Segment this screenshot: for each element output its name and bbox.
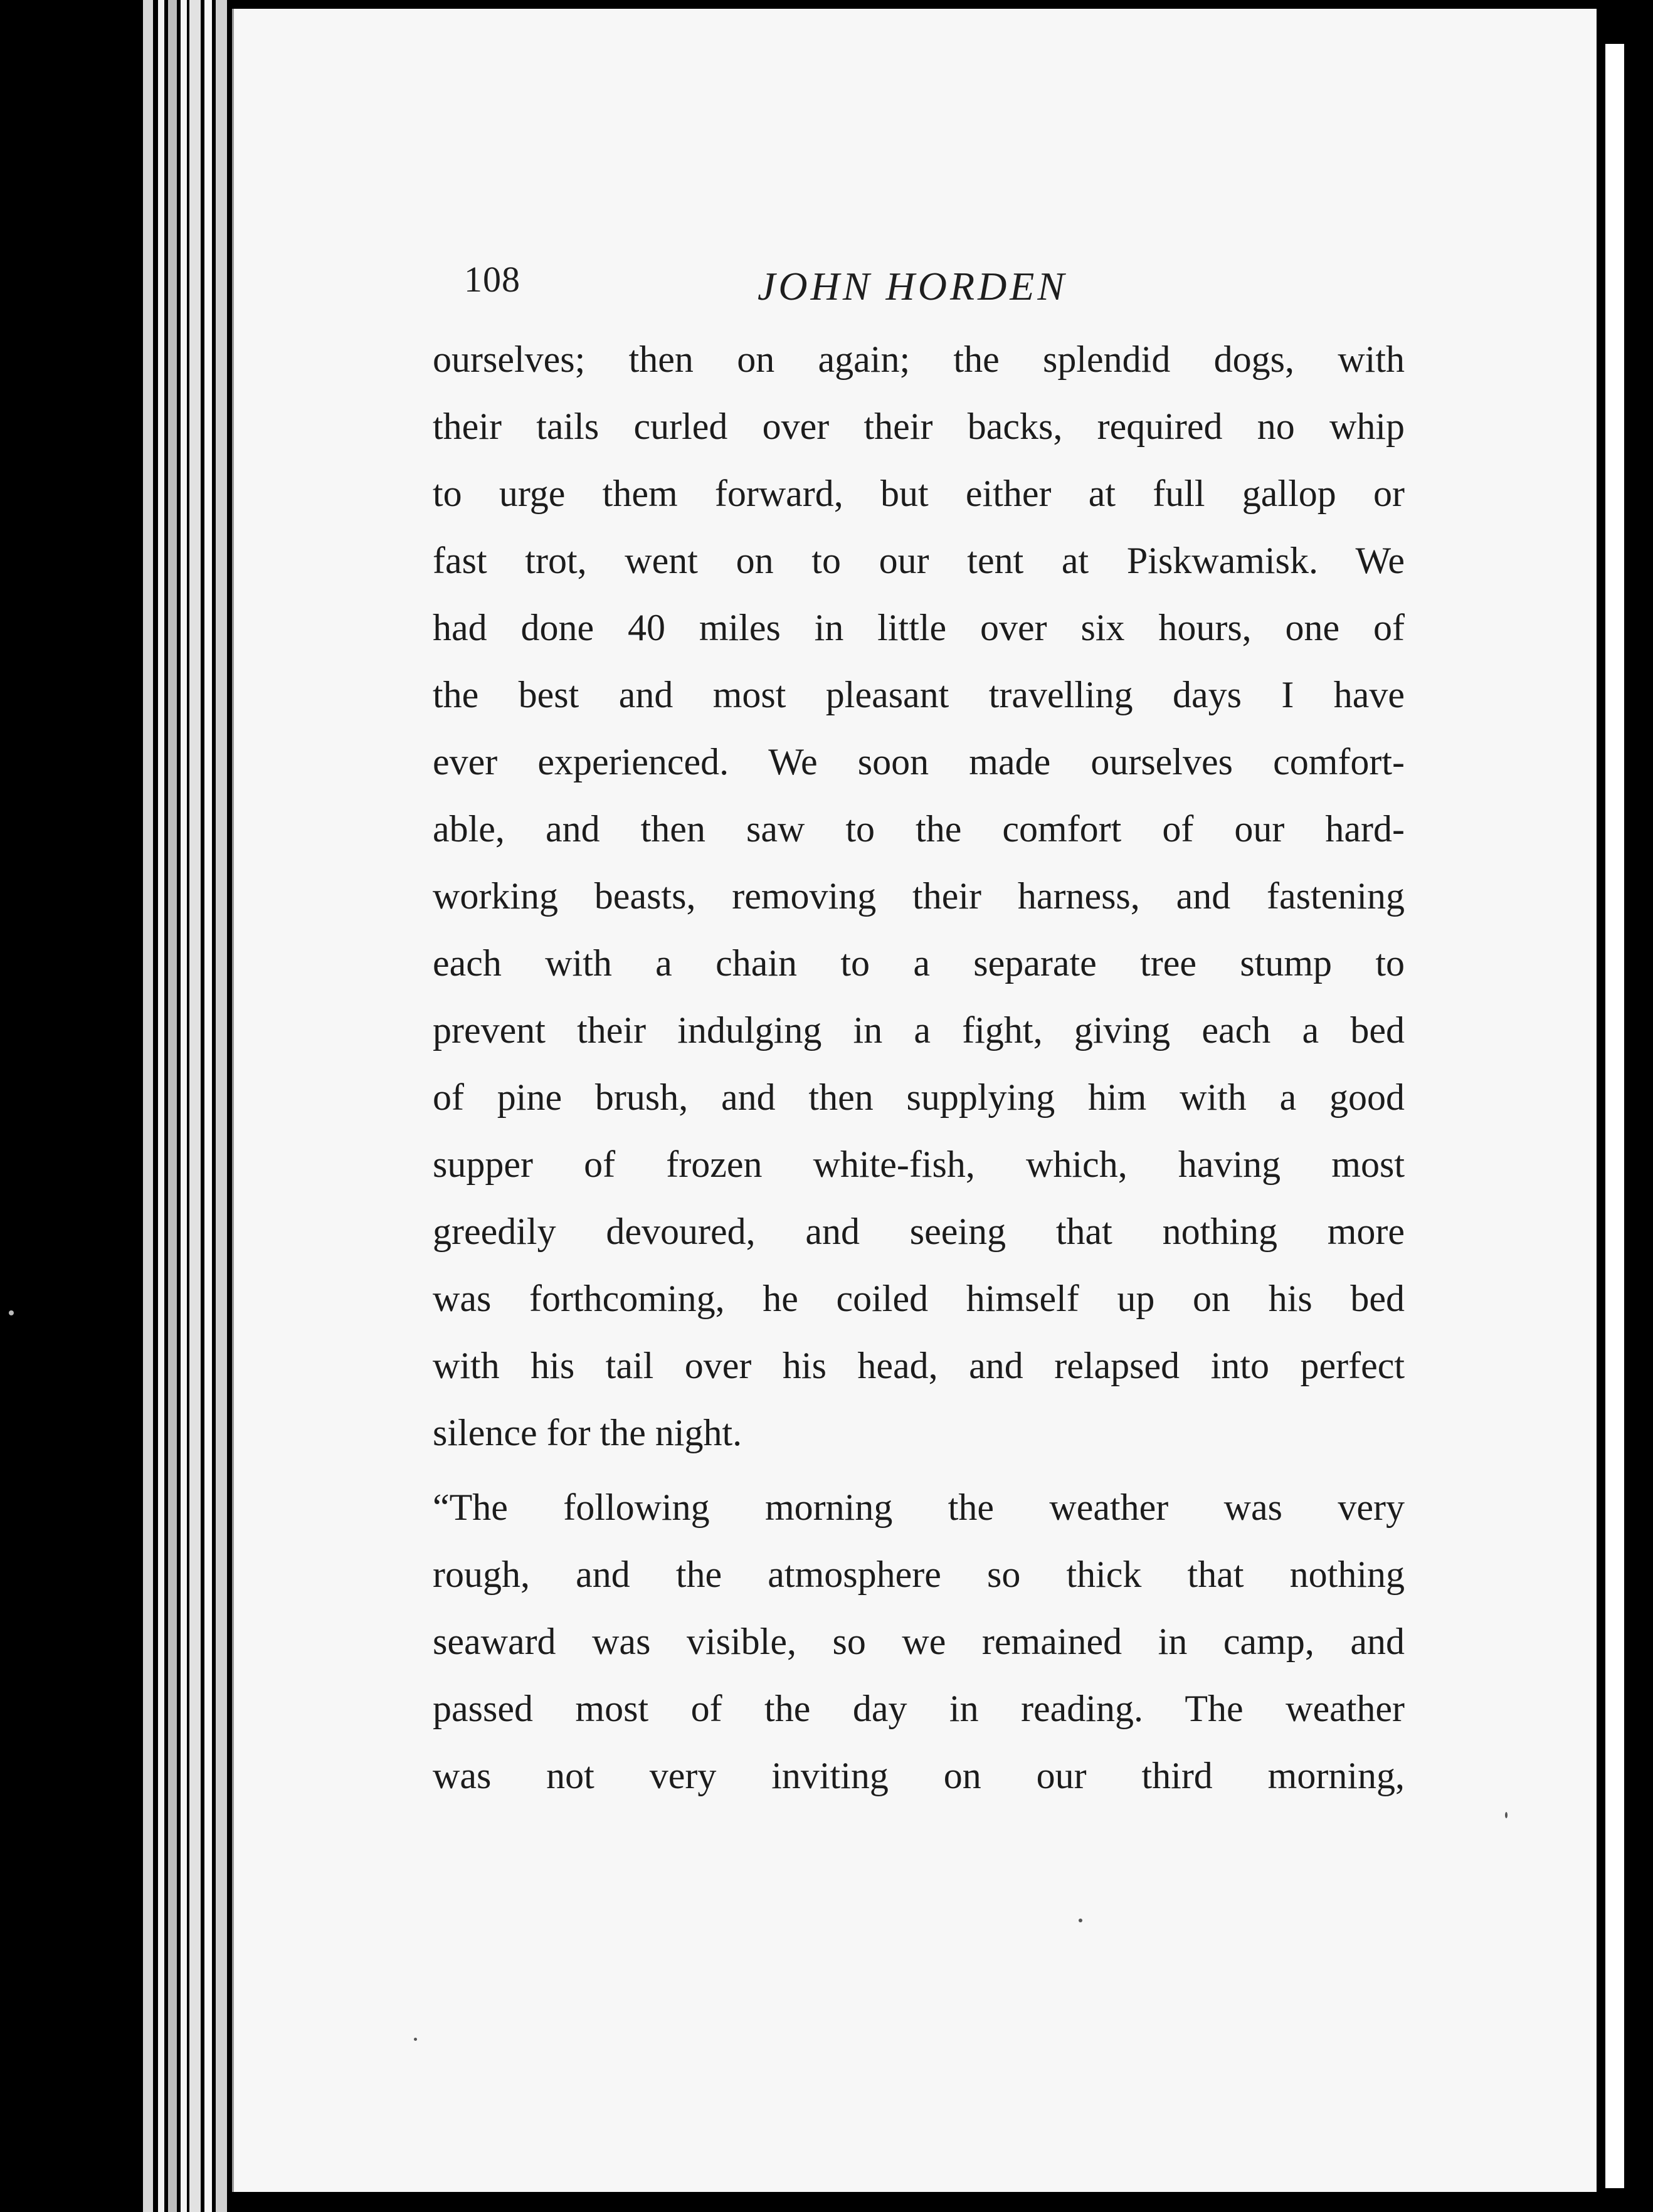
page-edge <box>204 0 212 2212</box>
page-edge <box>158 0 164 2212</box>
paragraph-2 <box>433 1474 1405 1809</box>
page-edge <box>143 0 153 2212</box>
page-edge <box>181 0 187 2212</box>
page-number: 108 <box>464 259 520 300</box>
scan-speck <box>1505 1812 1508 1818</box>
text-line: fast trot, went on to our tent at Piskwamisk. We <box>433 540 1405 581</box>
text-line: “The following morning the weather was very <box>433 1487 1405 1528</box>
text-line: working beasts, removing their harness, and fastening <box>433 875 1405 917</box>
text-line: had done 40 miles in little over six hours, one of <box>433 607 1405 648</box>
text-line: of pine brush, and then supplying him with a good <box>433 1077 1405 1118</box>
page-edge <box>189 0 201 2212</box>
text-line: supper of frozen white-fish, which, having most <box>433 1144 1405 1185</box>
text-line: the best and most pleasant travelling days I have <box>433 674 1405 715</box>
scan-speck <box>9 1310 14 1315</box>
text-line: rough, and the atmosphere so thick that nothing <box>433 1554 1405 1595</box>
text-line: prevent their indulging in a fight, giving each a bed <box>433 1009 1405 1051</box>
book-title: JOHN HORDEN <box>758 264 1068 308</box>
text-line: seaward was visible, so we remained in camp, and <box>433 1621 1405 1662</box>
text-line: was forthcoming, he coiled himself up on his bed <box>433 1278 1405 1319</box>
text-line: greedily devoured, and seeing that nothing more <box>433 1211 1405 1252</box>
page-edge <box>216 0 227 2212</box>
text-line: passed most of the day in reading. The weather <box>433 1688 1405 1729</box>
text-line: ourselves; then on again; the splendid dogs, with <box>433 339 1405 380</box>
scan-speck <box>414 2038 417 2041</box>
scan-speck <box>1079 1919 1082 1922</box>
text-line: to urge them forward, but either at full gallop or <box>433 473 1405 514</box>
body-text <box>433 326 1405 1809</box>
text-line: with his tail over his head, and relapsed into perfect <box>433 1345 1405 1386</box>
text-line: was not very inviting on our third morning, <box>433 1755 1405 1796</box>
text-line: ever experienced. We soon made ourselves comfort- <box>433 741 1405 782</box>
paragraph-1 <box>433 326 1405 1467</box>
text-line: their tails curled over their backs, required no whip <box>433 406 1405 447</box>
next-page-edge <box>1605 44 1624 2188</box>
text-line: able, and then saw to the comfort of our hard- <box>433 808 1405 850</box>
page-edge <box>168 0 177 2212</box>
text-line: silence for the night. <box>433 1412 742 1453</box>
text-line: each with a chain to a separate tree stump to <box>433 942 1405 984</box>
running-head <box>464 251 1405 320</box>
